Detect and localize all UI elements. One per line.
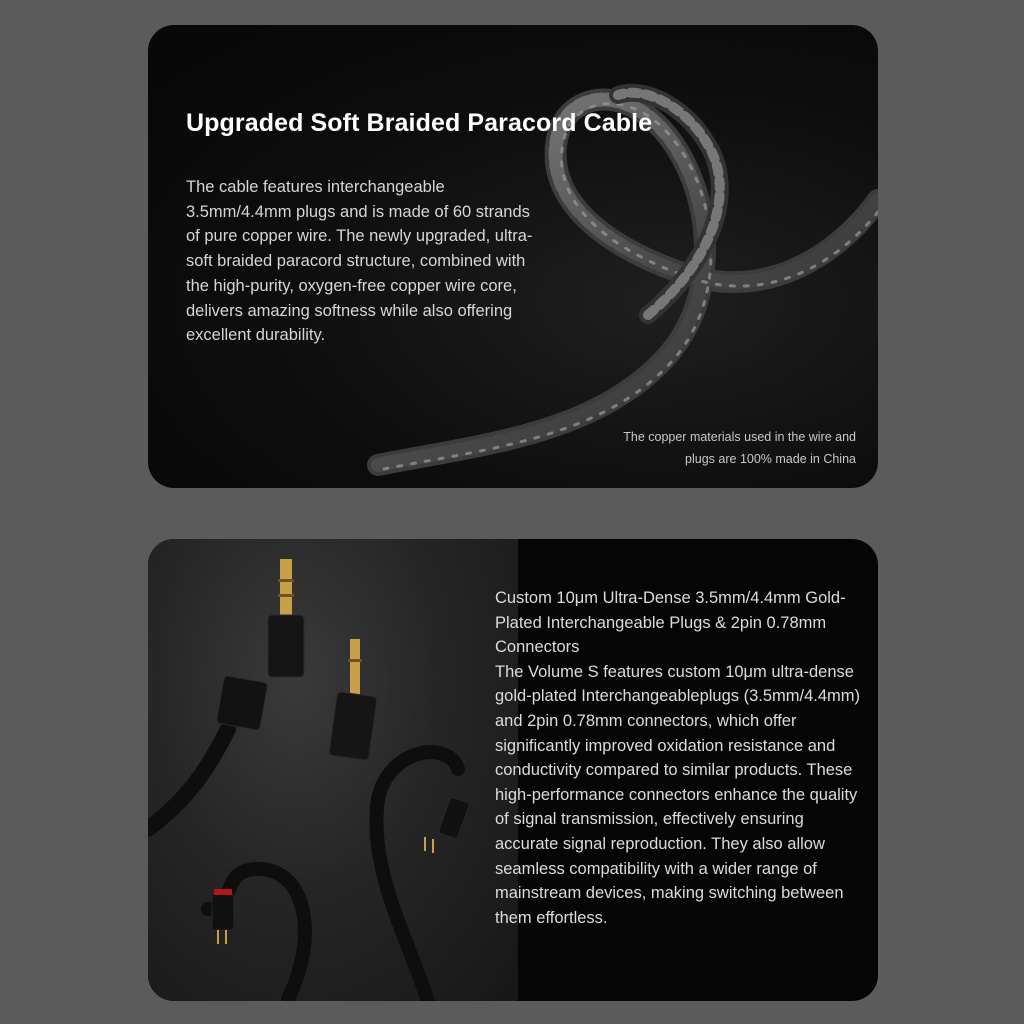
made-in-china-note [576,426,856,470]
footnote-line-2: plugs are 100% made in China [685,452,856,466]
footnote-line-1: The copper materials used in the wire and [623,430,856,444]
plugs-section-heading: Custom 10μm Ultra-Dense 3.5mm/4.4mm Gold-Plated Interchangeable Plugs & 2pin 0.78mm Connectors [495,589,846,657]
plugs-feature-card [148,539,878,1001]
plugs-section-description: The Volume S features custom 10μm ultra-dense gold-plated Interchangeableplugs (3.5mm/4.4mm) and 2pin 0.78mm connectors, which offer significantly improved oxidation resistance and conductivity compared to similar products. These high-performance connectors enhance the quality of signal transmission, effectively ensuring accurate signal reproduction. They also allow seamless compatibility with a wider range of mainstream devices, making switching between them effortless. [495,662,861,927]
gold-plated-plugs-image [148,539,518,1001]
cable-section-description: The cable features interchangeable 3.5mm/4.4mm plugs and is made of 60 strands of pure copper wire. The newly upgraded, ultra-soft braided paracord structure, combined with the high-purity, oxygen-free copper wire core, delivers amazing softness while also offering excellent durability. [186,178,533,345]
cable-feature-card [148,25,878,488]
cable-section-title: Upgraded Soft Braided Paracord Cable [186,109,653,137]
plugs-photo [148,539,518,1001]
plugs-info-text [495,586,865,930]
